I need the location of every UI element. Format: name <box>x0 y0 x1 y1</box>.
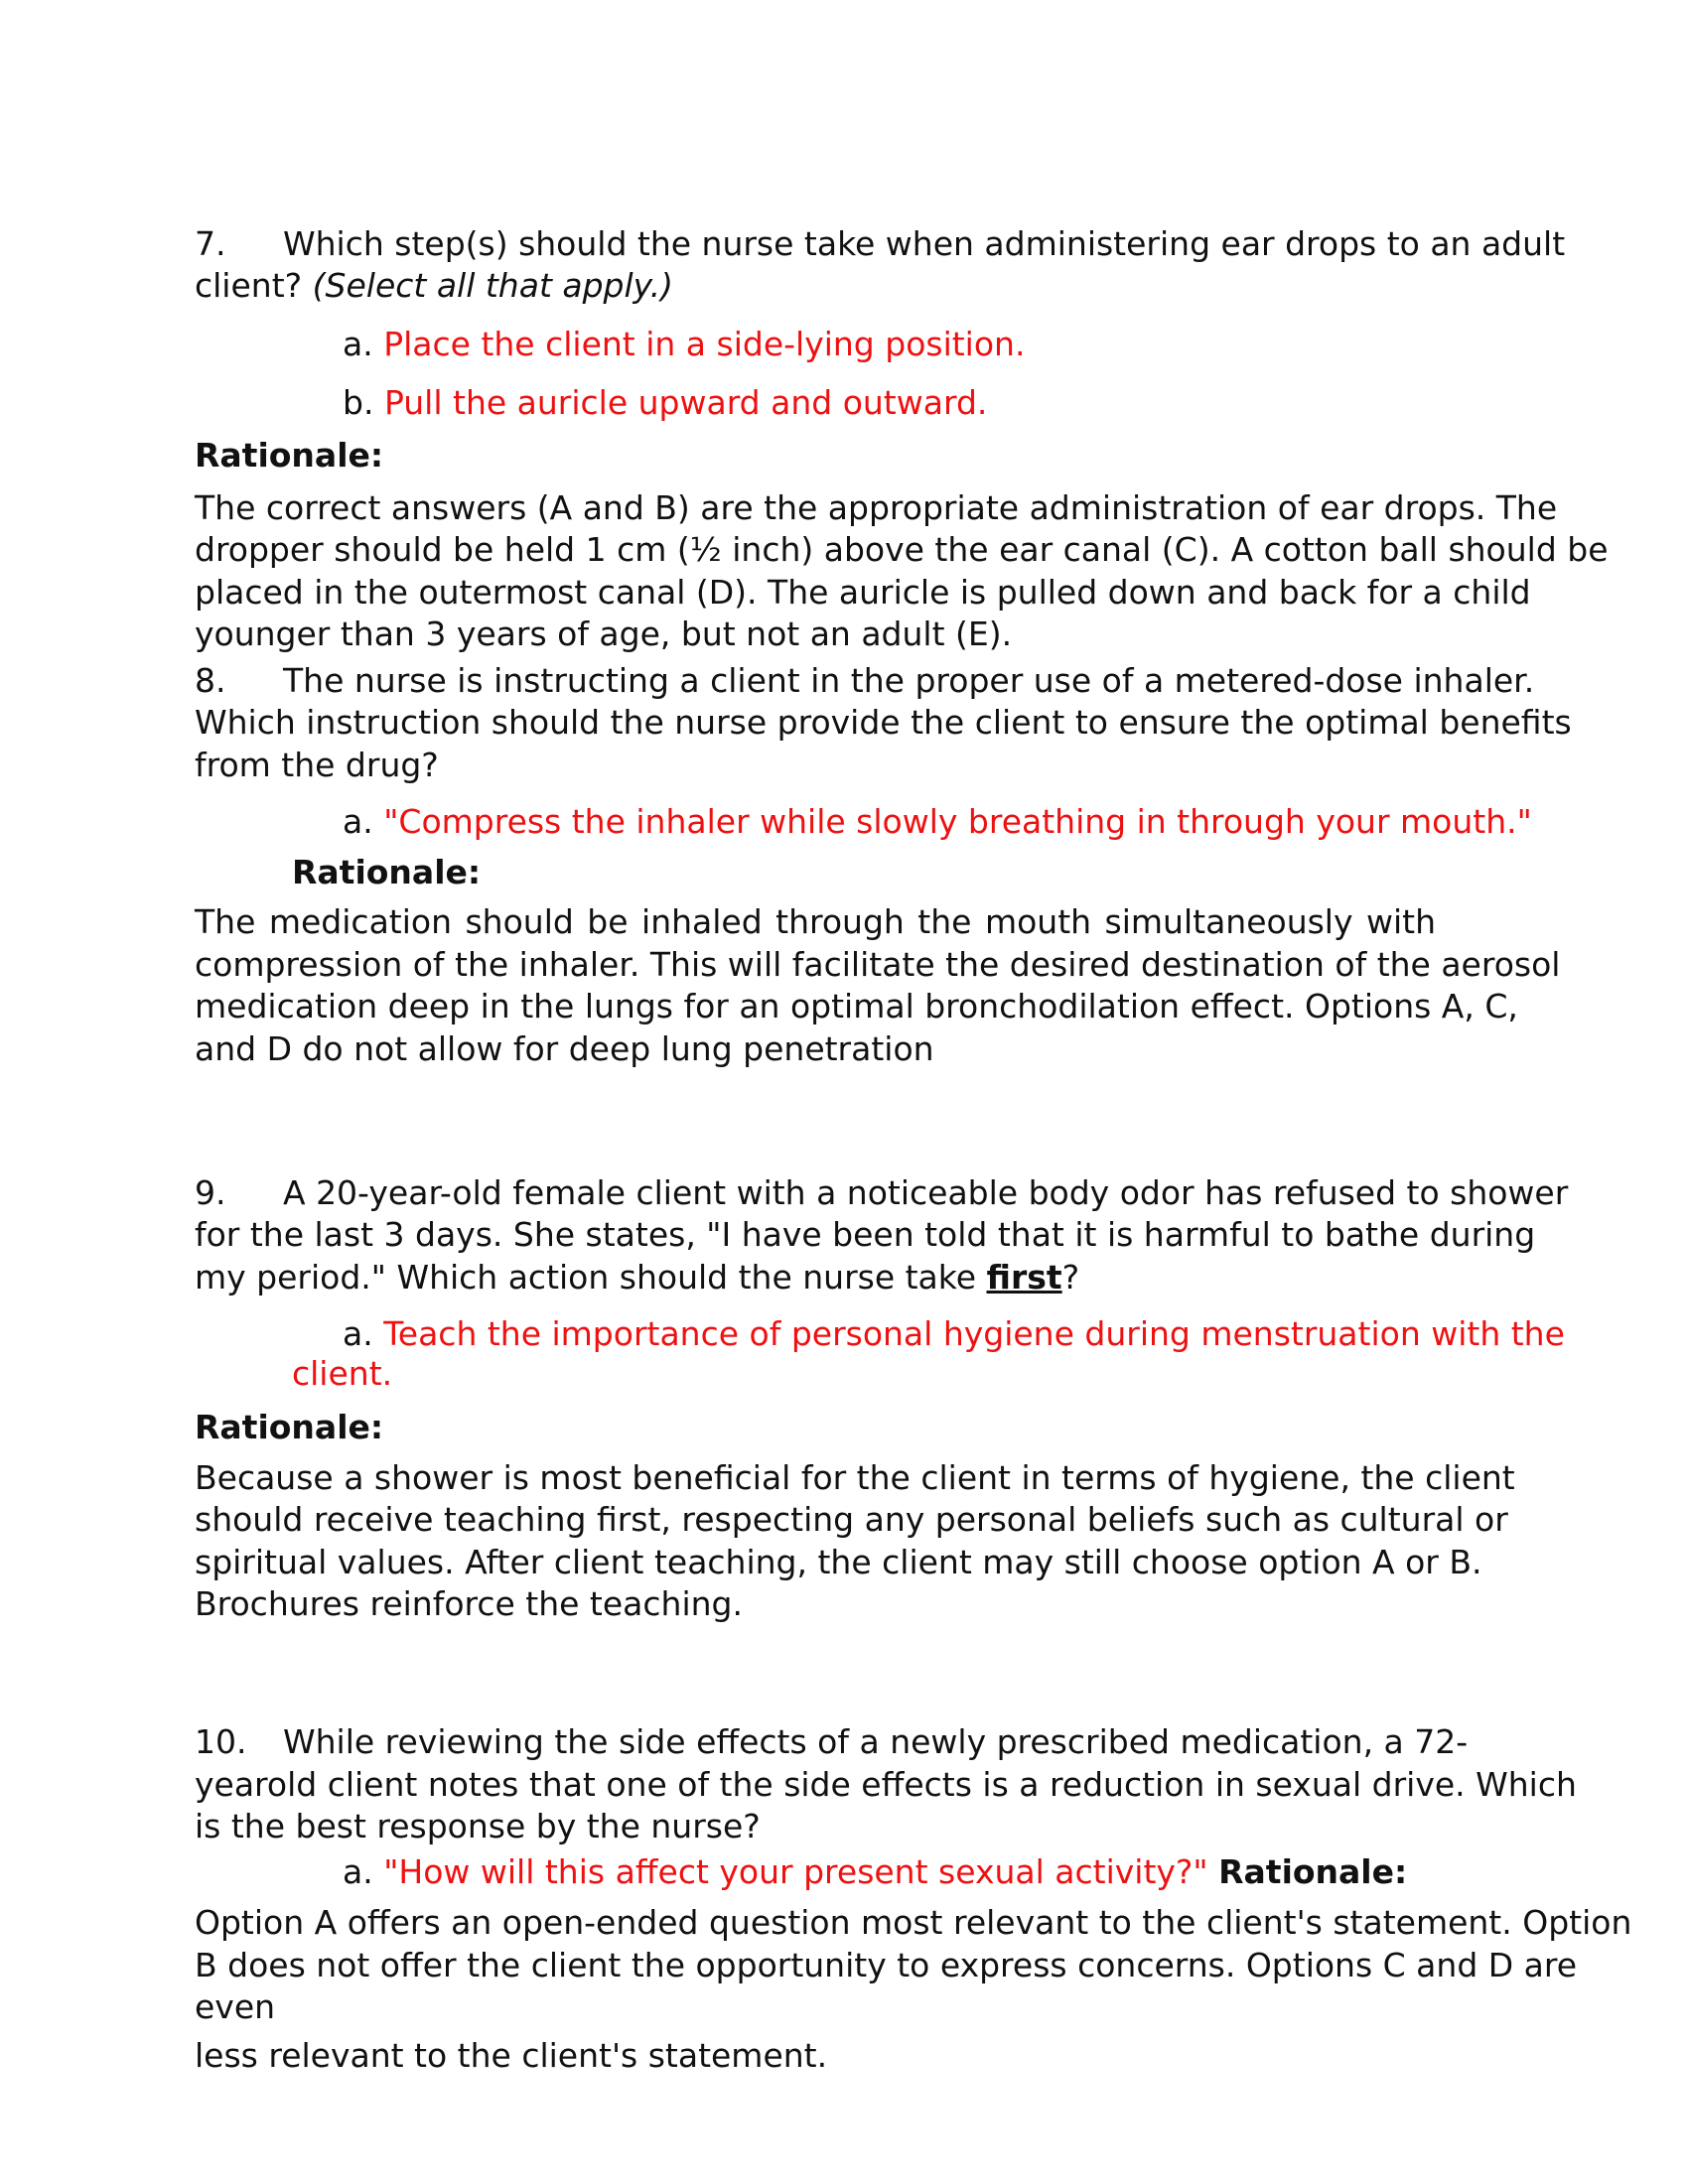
q7-instruction: (Select all that apply.) <box>312 266 673 305</box>
q10-rationale-line-1: Option A offers an open-ended question most relevant to the client's statement. Option <box>195 1903 1632 1942</box>
q9-stem-line-1 <box>195 1171 1569 1214</box>
q10-rationale-line-4: less relevant to the client's statement. <box>195 2036 828 2075</box>
q8-rationale-line-3: medication deep in the lungs for an optimal bronchodilation effect. Options A, C, <box>195 987 1518 1025</box>
q7-rationale-line-2: dropper should be held 1 cm (½ inch) above the ear canal (C). A cotton ball should be <box>195 530 1609 569</box>
q9-answer-a-text-2: client. <box>292 1354 393 1393</box>
q8-number: 8. <box>195 661 226 700</box>
q10-rationale-line-3: even <box>195 1987 276 2026</box>
q8-rationale-line-2: compression of the inhaler. This will facilitate the desired destination of the aerosol <box>195 945 1561 984</box>
q7-answer-b-letter: b. <box>343 383 374 422</box>
q10-stem-line-2: yearold client notes that one of the side effects is a reduction in sexual drive. Which <box>195 1765 1577 1804</box>
q7-answer-b <box>343 381 1633 424</box>
q9-answer-a-text-1: Teach the importance of personal hygiene during menstruation with the <box>383 1314 1565 1353</box>
q9-stem-text-1: A 20-year-old female client with a noticeable body odor has refused to shower <box>283 1173 1569 1212</box>
q9-answer-a <box>343 1312 1633 1355</box>
q8-answer-a-letter: a. <box>343 802 373 841</box>
q9-number: 9. <box>195 1173 226 1212</box>
q9-rationale-line-3: spiritual values. After client teaching, the client may still choose option A or B. <box>195 1543 1482 1581</box>
q9-stem-text-3-end: ? <box>1061 1258 1080 1297</box>
q7-rationale-line-3: placed in the outermost canal (D). The auricle is pulled down and back for a child <box>195 573 1531 612</box>
q8-stem-line-3: from the drug? <box>195 746 439 784</box>
q8-stem-line-1 <box>195 659 1535 702</box>
q9-rationale-line-4: Brochures reinforce the teaching. <box>195 1584 743 1623</box>
q7-number: 7. <box>195 224 226 263</box>
q9-rationale-line-2: should receive teaching first, respecting any personal beliefs such as cultural or <box>195 1500 1508 1539</box>
q7-answer-a <box>343 323 1633 365</box>
q9-emphasis-first: first <box>986 1258 1062 1297</box>
q10-stem-line-1 <box>195 1720 1485 1763</box>
q8-rationale-line-1: The medication should be inhaled through the mouth simultaneously with <box>195 902 1436 941</box>
q9-rationale-line-1: Because a shower is most beneficial for the client in terms of hygiene, the client <box>195 1458 1515 1497</box>
q9-stem-line-3 <box>195 1256 1485 1298</box>
q7-answer-a-text: Place the client in a side-lying position. <box>383 325 1026 363</box>
q8-answer-a <box>343 800 1633 843</box>
q8-answer-a-text: "Compress the inhaler while slowly breathing in through your mouth." <box>383 802 1532 841</box>
q9-rationale-label: Rationale: <box>195 1408 384 1446</box>
q8-rationale-label: Rationale: <box>292 853 482 891</box>
q10-rationale-line-2: B does not offer the client the opportunity to express concerns. Options C and D are <box>195 1946 1578 1984</box>
q8-stem-text-1: The nurse is instructing a client in the proper use of a metered-dose inhaler. <box>283 661 1535 700</box>
q10-stem-line-3: is the best response by the nurse? <box>195 1807 761 1845</box>
q9-answer-a-letter: a. <box>343 1314 373 1353</box>
q10-answer-a <box>343 1850 1633 1893</box>
q7-rationale-label: Rationale: <box>195 436 384 475</box>
q7-stem-text-2: client? <box>195 266 303 305</box>
q10-number: 10. <box>195 1722 247 1761</box>
q7-answer-b-text: Pull the auricle upward and outward. <box>383 383 988 422</box>
q7-rationale-line-4: younger than 3 years of age, but not an adult (E). <box>195 614 1013 653</box>
q7-rationale-line-1: The correct answers (A and B) are the appropriate administration of ear drops. The <box>195 488 1558 527</box>
q10-answer-a-letter: a. <box>343 1852 373 1891</box>
q10-answer-a-text: "How will this affect your present sexual activity?" <box>383 1852 1208 1891</box>
q7-stem-text-1: Which step(s) should the nurse take when administering ear drops to an adult <box>283 224 1566 263</box>
q8-rationale-line-4: and D do not allow for deep lung penetration <box>195 1029 934 1068</box>
q8-stem-line-2: Which instruction should the nurse provide the client to ensure the optimal benefits <box>195 703 1572 742</box>
q7-answer-a-letter: a. <box>343 325 373 363</box>
q10-stem-text-1: While reviewing the side effects of a newly prescribed medication, a 72- <box>283 1722 1469 1761</box>
q7-stem-line-1 <box>195 222 1566 265</box>
q9-stem-line-2: for the last 3 days. She states, "I have been told that it is harmful to bathe during <box>195 1215 1536 1254</box>
q9-stem-text-3: my period." Which action should the nurse take <box>195 1258 987 1297</box>
q10-rationale-label: Rationale: <box>1218 1852 1408 1891</box>
q7-stem-line-2 <box>195 264 1485 307</box>
